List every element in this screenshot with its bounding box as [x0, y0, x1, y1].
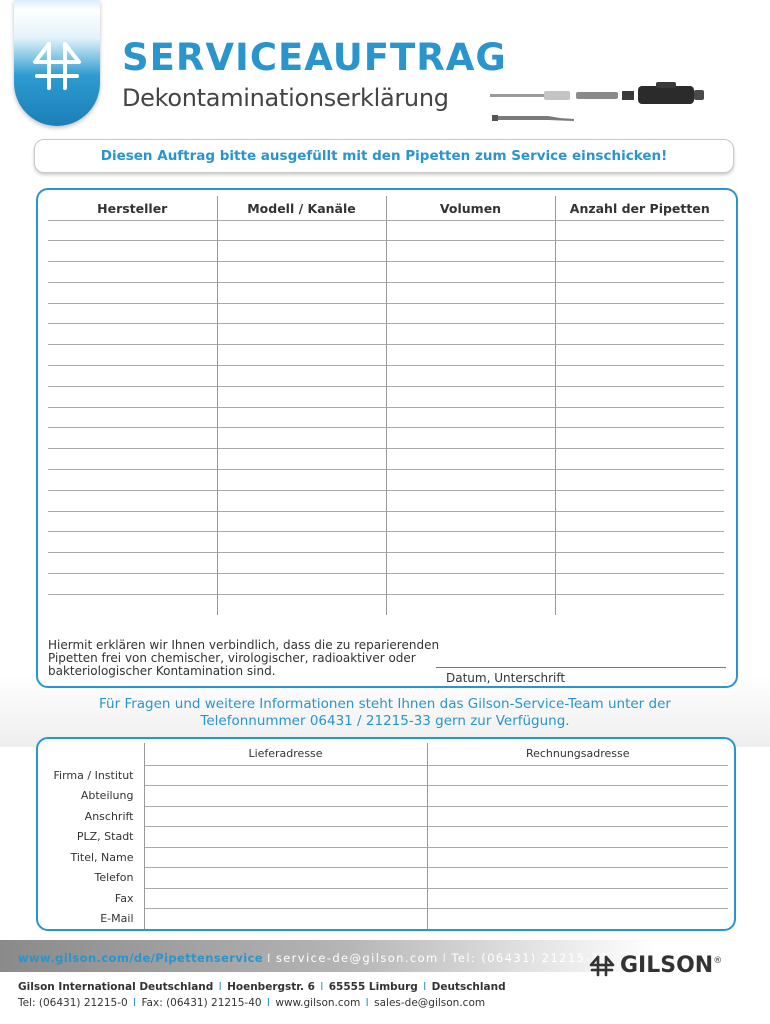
input-cell[interactable]	[555, 594, 724, 615]
input-cell[interactable]	[217, 470, 386, 491]
input-cell[interactable]	[48, 428, 217, 449]
input-cell[interactable]	[217, 449, 386, 470]
billing-address-field[interactable]	[427, 786, 728, 807]
pipette-top-image	[490, 82, 704, 104]
country: Deutschland	[431, 981, 506, 993]
input-cell[interactable]	[48, 220, 217, 241]
input-cell[interactable]	[48, 594, 217, 615]
input-cell[interactable]	[48, 324, 217, 345]
input-cell[interactable]	[555, 366, 724, 387]
input-cell[interactable]	[386, 449, 555, 470]
row-label: Firma / Institut	[53, 768, 134, 782]
table-row	[44, 868, 728, 889]
input-cell[interactable]	[217, 511, 386, 532]
separator: I	[218, 981, 222, 993]
input-cell[interactable]	[217, 262, 386, 283]
input-cell[interactable]	[555, 428, 724, 449]
input-cell[interactable]	[48, 532, 217, 553]
input-cell[interactable]	[48, 303, 217, 324]
input-cell[interactable]	[386, 386, 555, 407]
input-cell[interactable]	[555, 324, 724, 345]
company-fax: Fax: (06431) 21215-40	[141, 997, 262, 1009]
pipette-form-card	[36, 188, 738, 688]
table-row	[48, 574, 724, 595]
input-cell[interactable]	[217, 324, 386, 345]
delivery-address-field[interactable]	[144, 765, 427, 786]
input-cell[interactable]	[555, 470, 724, 491]
input-cell[interactable]	[217, 345, 386, 366]
input-cell[interactable]	[48, 449, 217, 470]
input-cell[interactable]	[217, 407, 386, 428]
input-cell[interactable]	[217, 366, 386, 387]
delivery-address-field[interactable]	[144, 786, 427, 807]
pipette-illustration	[488, 82, 716, 128]
address-line-1	[18, 979, 506, 995]
street: Hoenbergstr. 6	[227, 981, 315, 993]
row-label: Anschrift	[84, 809, 134, 823]
table-row	[48, 553, 724, 574]
input-cell[interactable]	[386, 490, 555, 511]
input-cell[interactable]	[555, 345, 724, 366]
signature-line[interactable]	[436, 667, 726, 668]
input-cell[interactable]	[48, 282, 217, 303]
input-cell[interactable]	[555, 449, 724, 470]
phone-number: Tel: (06431) 21215-33	[451, 951, 609, 965]
table-row	[48, 428, 724, 449]
table-row	[48, 282, 724, 303]
company-email[interactable]: sales-de@gilson.com	[374, 997, 486, 1009]
input-cell[interactable]	[555, 574, 724, 595]
row-label: Telefon	[94, 871, 134, 885]
input-cell[interactable]	[555, 511, 724, 532]
declaration-line: Pipetten frei von chemischer, virologischer, radioaktiver oder	[48, 651, 416, 665]
table-row	[48, 324, 724, 345]
company-name: Gilson International Deutschland	[18, 981, 214, 993]
address-table	[44, 743, 728, 929]
delivery-address-field[interactable]	[144, 909, 427, 930]
column-header-volume: Volumen	[386, 196, 555, 220]
company-website[interactable]: www.gilson.com	[275, 997, 361, 1009]
gilson-logo-icon	[27, 38, 87, 98]
billing-address-field[interactable]	[427, 765, 728, 786]
contact-info-line: Für Fragen und weitere Informationen steht Ihnen das Gilson-Service-Team unter der	[99, 696, 671, 712]
input-cell[interactable]	[48, 386, 217, 407]
table-row	[48, 303, 724, 324]
separator: I	[365, 997, 369, 1009]
input-cell[interactable]	[217, 428, 386, 449]
input-cell[interactable]	[386, 511, 555, 532]
input-cell[interactable]	[386, 220, 555, 241]
gilson-mark-icon	[588, 955, 616, 977]
input-cell[interactable]	[217, 386, 386, 407]
table-row	[48, 345, 724, 366]
input-cell[interactable]	[386, 282, 555, 303]
table-row	[44, 827, 728, 848]
delivery-address-field[interactable]	[144, 827, 427, 848]
gilson-brand-logo	[588, 953, 722, 978]
row-label: E-Mail	[100, 912, 134, 926]
address-line-2	[18, 995, 506, 1011]
contact-info-text	[60, 696, 710, 730]
company-phone: Tel: (06431) 21215-0	[18, 997, 128, 1009]
declaration-line: Hiermit erklären wir Ihnen verbindlich, dass die zu reparierenden	[48, 638, 440, 652]
table-row	[48, 594, 724, 615]
column-header-label	[44, 743, 144, 765]
table-row	[48, 532, 724, 553]
input-cell[interactable]	[555, 282, 724, 303]
input-cell[interactable]	[386, 470, 555, 491]
brand-name: GILSON	[620, 953, 714, 978]
input-cell[interactable]	[48, 470, 217, 491]
input-cell[interactable]	[48, 262, 217, 283]
column-header-manufacturer: Hersteller	[97, 201, 168, 217]
table-row	[44, 765, 728, 786]
input-cell[interactable]	[48, 241, 217, 262]
column-header-count: Anzahl der Pipetten	[555, 196, 724, 220]
billing-address-field[interactable]	[427, 827, 728, 848]
input-cell[interactable]	[555, 241, 724, 262]
separator: I	[133, 997, 137, 1009]
input-cell[interactable]	[48, 366, 217, 387]
input-cell[interactable]	[386, 553, 555, 574]
input-cell[interactable]	[48, 345, 217, 366]
row-label: Titel, Name	[70, 850, 134, 864]
table-row	[48, 407, 724, 428]
city: 65555 Limburg	[328, 981, 418, 993]
table-row	[48, 470, 724, 491]
input-cell[interactable]	[555, 407, 724, 428]
pipette-bottom-image	[492, 115, 574, 121]
input-cell[interactable]	[217, 574, 386, 595]
input-cell[interactable]	[217, 282, 386, 303]
input-cell[interactable]	[217, 303, 386, 324]
billing-address-field[interactable]	[427, 868, 728, 889]
input-cell[interactable]	[386, 241, 555, 262]
table-row	[48, 386, 724, 407]
input-cell[interactable]	[555, 220, 724, 241]
row-label: Fax	[114, 891, 134, 905]
delivery-address-field[interactable]	[144, 888, 427, 909]
input-cell[interactable]	[48, 511, 217, 532]
billing-address-field[interactable]	[427, 806, 728, 827]
row-label: Abteilung	[80, 789, 134, 803]
declaration-text	[48, 639, 448, 678]
input-cell[interactable]	[386, 345, 555, 366]
input-cell[interactable]	[555, 553, 724, 574]
table-row	[48, 220, 724, 241]
input-cell[interactable]	[217, 490, 386, 511]
pipette-table	[48, 196, 724, 615]
website-link[interactable]: www.gilson.com/de/Pipettenservice	[18, 951, 264, 965]
input-cell[interactable]	[217, 220, 386, 241]
input-cell[interactable]	[555, 303, 724, 324]
input-cell[interactable]	[555, 532, 724, 553]
table-row	[44, 806, 728, 827]
separator: I	[266, 997, 271, 1009]
row-label: PLZ, Stadt	[76, 830, 134, 844]
page-subtitle: Dekontaminationserklärung	[122, 84, 449, 112]
gilson-logo-badge	[14, 0, 100, 126]
billing-address-field[interactable]	[427, 909, 728, 930]
column-header-model: Modell / Kanäle	[217, 196, 386, 220]
footer-links	[18, 951, 608, 965]
input-cell[interactable]	[386, 366, 555, 387]
input-cell[interactable]	[48, 574, 217, 595]
input-cell[interactable]	[217, 532, 386, 553]
table-row	[48, 262, 724, 283]
table-row	[44, 888, 728, 909]
input-cell[interactable]	[217, 553, 386, 574]
column-header-billing-address: Rechnungsadresse	[427, 743, 728, 765]
table-row	[48, 511, 724, 532]
table-row	[48, 241, 724, 262]
declaration-line: bakteriologischer Kontamination sind.	[48, 664, 276, 678]
table-row	[44, 847, 728, 868]
separator: I	[423, 981, 427, 993]
instruction-banner: Diesen Auftrag bitte ausgefüllt mit den Pipetten zum Service einschicken!	[34, 139, 734, 173]
separator: I	[267, 951, 272, 965]
delivery-address-field[interactable]	[144, 806, 427, 827]
input-cell[interactable]	[48, 490, 217, 511]
input-cell[interactable]	[386, 407, 555, 428]
input-cell[interactable]	[386, 532, 555, 553]
company-address	[18, 979, 506, 1011]
registered-mark: ®	[713, 955, 723, 966]
table-row	[48, 490, 724, 511]
table-row	[44, 909, 728, 930]
input-cell[interactable]	[386, 303, 555, 324]
input-cell[interactable]	[386, 324, 555, 345]
column-header-delivery-address: Lieferadresse	[144, 743, 427, 765]
address-form-card	[36, 737, 736, 931]
input-cell[interactable]	[555, 386, 724, 407]
billing-address-field[interactable]	[427, 888, 728, 909]
input-cell[interactable]	[48, 407, 217, 428]
input-cell[interactable]	[48, 553, 217, 574]
input-cell[interactable]	[386, 428, 555, 449]
input-cell[interactable]	[386, 594, 555, 615]
delivery-address-field[interactable]	[144, 847, 427, 868]
page-title: SERVICEAUFTRAG	[122, 36, 507, 79]
table-row	[48, 366, 724, 387]
table-row	[48, 449, 724, 470]
input-cell[interactable]	[217, 241, 386, 262]
separator: I	[320, 981, 324, 993]
table-row	[44, 786, 728, 807]
delivery-address-field[interactable]	[144, 868, 427, 889]
signature-label: Datum, Unterschrift	[446, 671, 566, 685]
input-cell[interactable]	[555, 262, 724, 283]
billing-address-field[interactable]	[427, 847, 728, 868]
input-cell[interactable]	[555, 490, 724, 511]
input-cell[interactable]	[386, 574, 555, 595]
input-cell[interactable]	[217, 594, 386, 615]
email-link[interactable]: service-de@gilson.com	[275, 951, 439, 965]
input-cell[interactable]	[386, 262, 555, 283]
separator: I	[442, 951, 448, 965]
contact-info-line: Telefonnummer 06431 / 21215-33 gern zur Verfügung.	[200, 713, 570, 729]
